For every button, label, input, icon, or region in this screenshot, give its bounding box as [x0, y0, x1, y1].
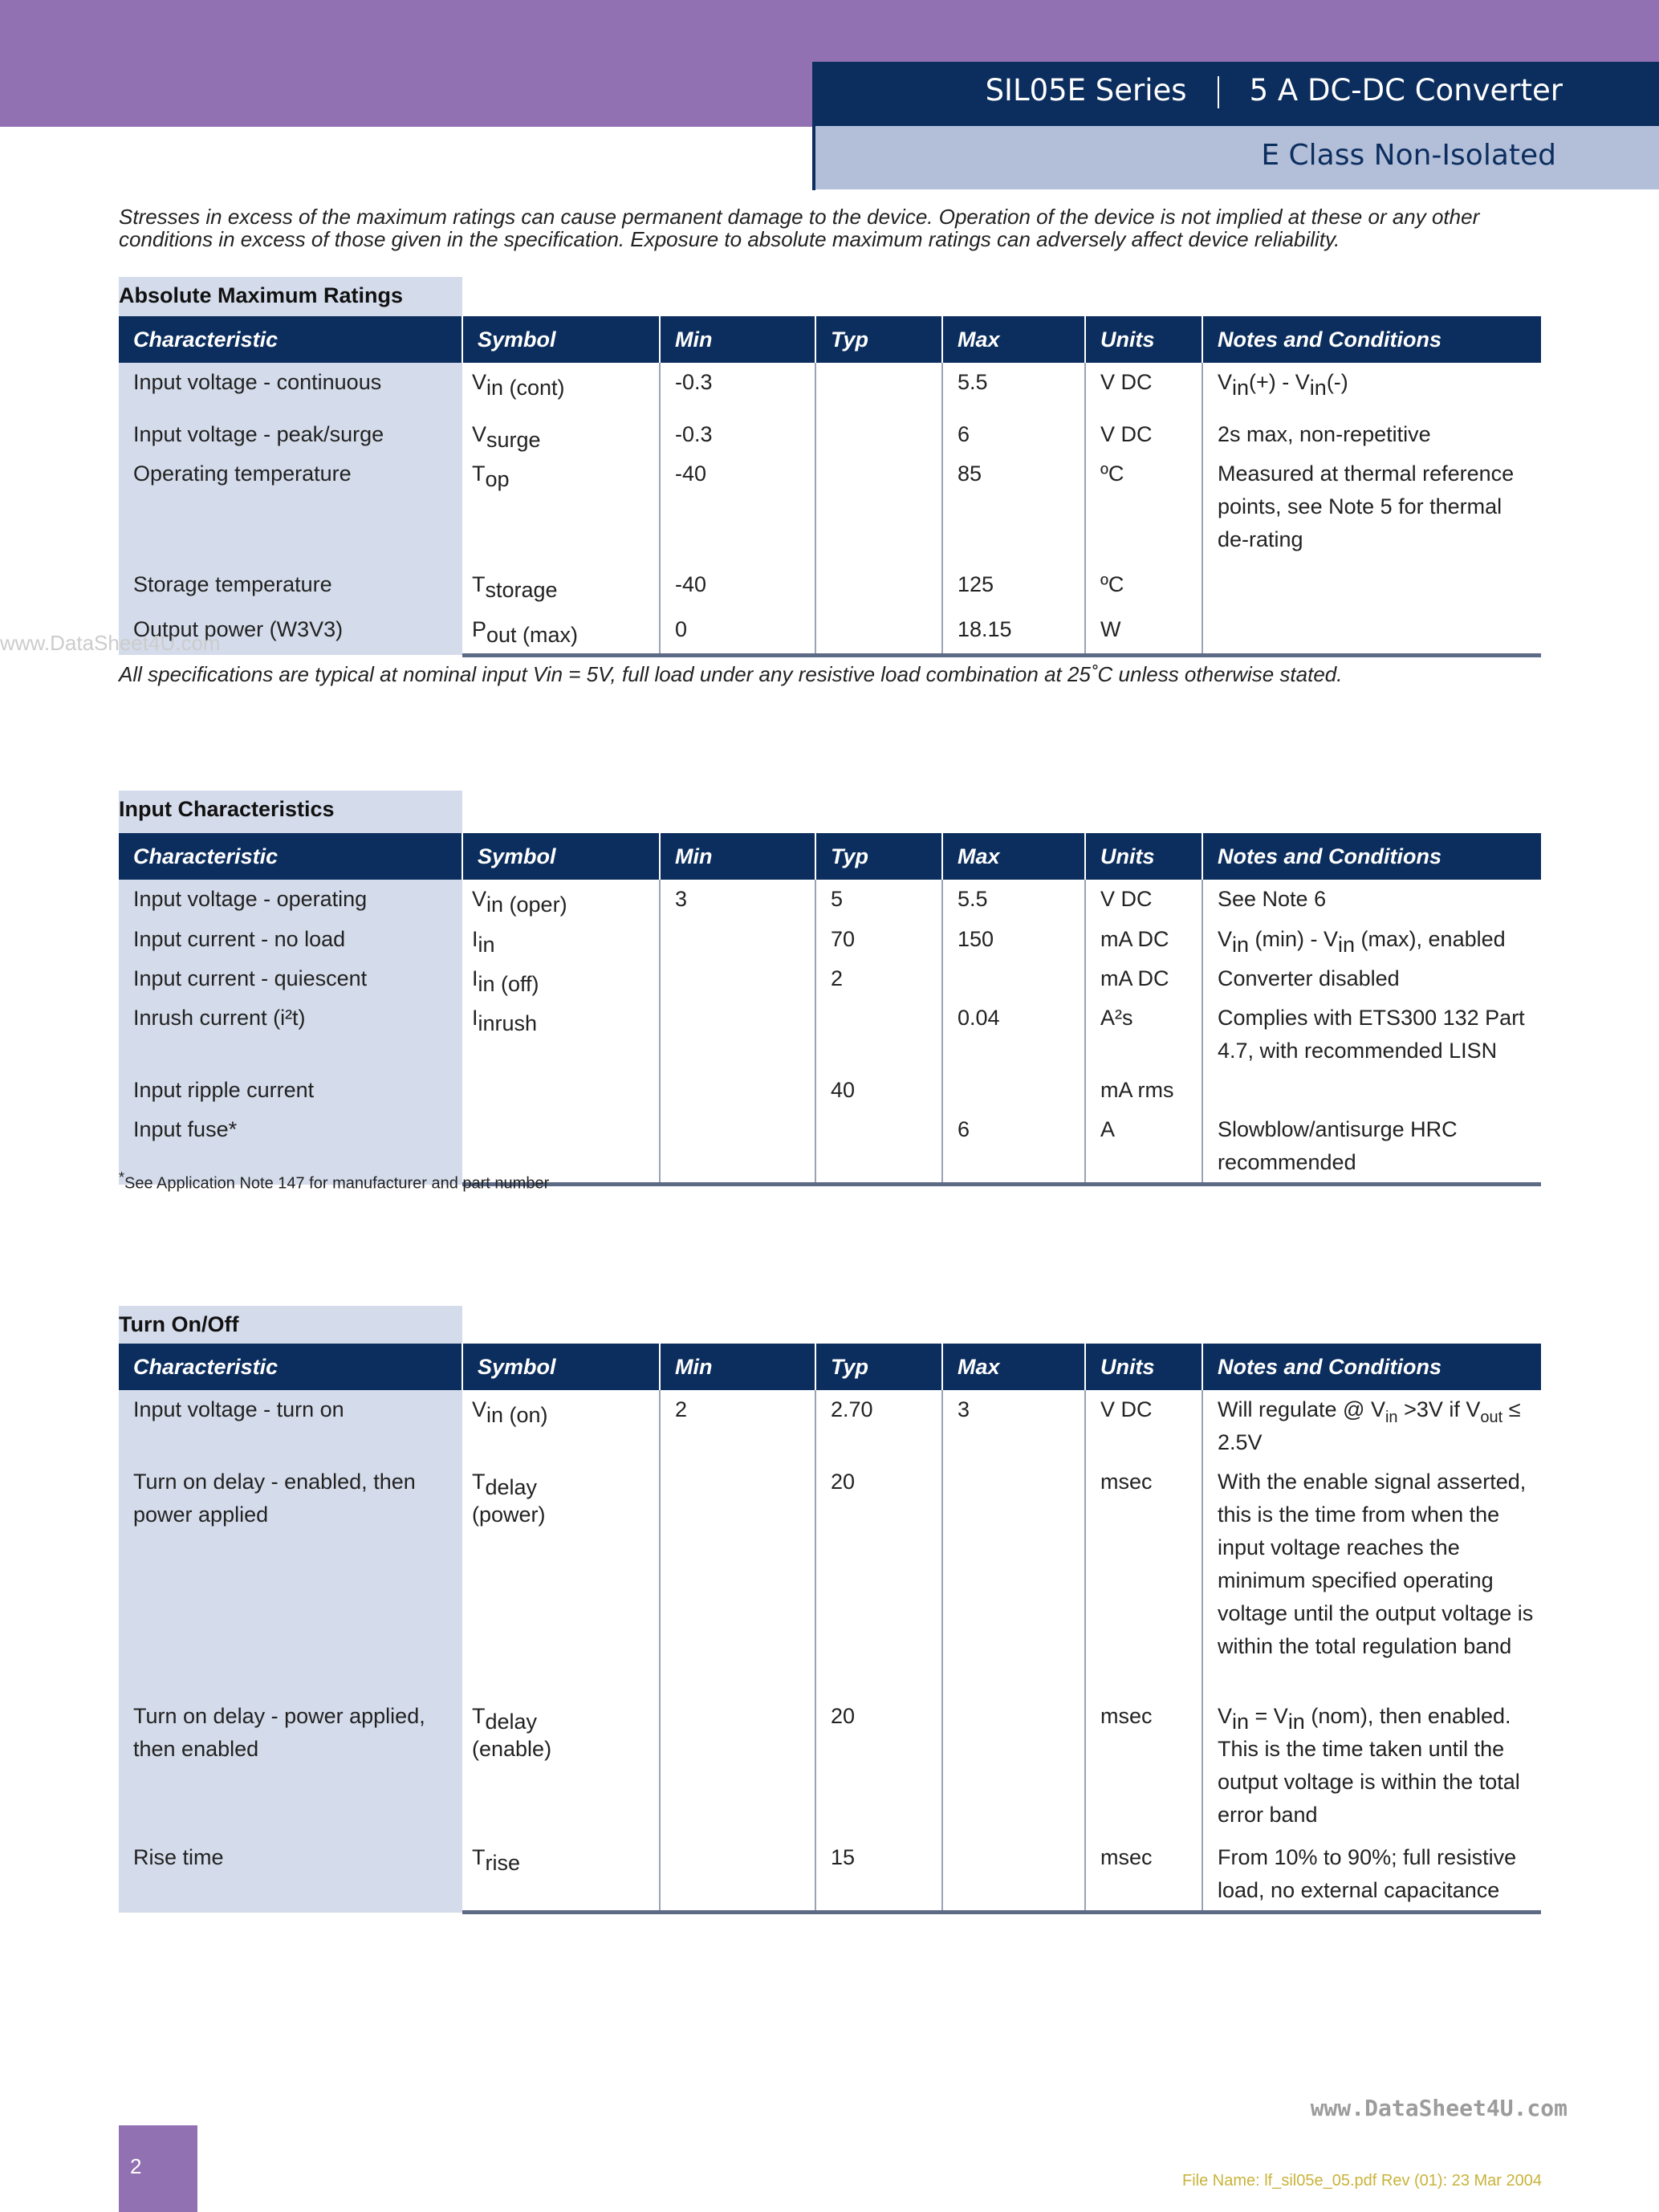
cell-notes: Converter disabled — [1218, 966, 1400, 990]
table-row — [119, 920, 1541, 959]
cell-min — [660, 1697, 815, 1838]
cell-units: ºC — [1085, 565, 1202, 610]
page-number: 2 — [130, 2154, 142, 2178]
cell-typ — [815, 565, 942, 610]
cell-characteristic: Operating temperature — [119, 454, 462, 565]
cell-notes: From 10% to 90%; full resistive load, no external capacitance — [1202, 1838, 1541, 1913]
cell-min — [660, 1110, 815, 1185]
cell-min — [660, 1071, 815, 1110]
col-header: Units — [1085, 316, 1202, 363]
cell-typ — [815, 363, 942, 415]
cell-min: -0.3 — [660, 415, 815, 454]
cell-notes — [1202, 610, 1541, 655]
cell-units: A — [1085, 1110, 1202, 1185]
col-header: Notes and Conditions — [1202, 833, 1541, 880]
cell-symbol: $T_{delay}$ (power) — [462, 1462, 660, 1697]
cell-symbol: $T_{op}$ — [462, 454, 660, 565]
col-header: Units — [1085, 1344, 1202, 1390]
title-box — [812, 62, 1659, 126]
subtitle: E Class Non-Isolated — [1261, 139, 1556, 172]
document-title — [986, 73, 1563, 108]
cell-units: W — [1085, 610, 1202, 655]
table-row — [119, 415, 1541, 454]
cell-max: 125 — [942, 565, 1085, 610]
cell-characteristic: Input voltage - operating — [119, 880, 462, 920]
cell-symbol: $V_{in (oper)}$ — [462, 880, 660, 920]
cell-symbol: $T_{delay}$ (enable) — [462, 1697, 660, 1838]
cell-units: V DC — [1085, 415, 1202, 454]
col-header: Symbol — [462, 316, 660, 363]
cell-min — [660, 1838, 815, 1913]
cell-symbol: $I_{in (off)}$ — [462, 959, 660, 998]
turn-on-off-table — [119, 1344, 1541, 1914]
cell-symbol: $P_{out (max)}$ — [462, 610, 660, 655]
col-header: Typ — [815, 316, 942, 363]
cell-characteristic: Turn on delay - power applied, then enabled — [119, 1697, 462, 1838]
cell-symbol: $V_{in (on)}$ — [462, 1390, 660, 1462]
cell-max — [942, 1838, 1085, 1913]
section-label-abs-max: Absolute Maximum Ratings — [119, 277, 462, 316]
cell-typ: 2 — [815, 959, 942, 998]
cell-units: msec — [1085, 1697, 1202, 1838]
cell-max: 6 — [942, 1110, 1085, 1185]
cell-max: 18.15 — [942, 610, 1085, 655]
cell-max: 5.5 — [942, 880, 1085, 920]
cell-units: mA rms — [1085, 1071, 1202, 1110]
cell-min — [660, 998, 815, 1071]
col-header: Max — [942, 316, 1085, 363]
cell-notes: Complies with ETS300 132 Part 4.7, with recommended LISN — [1218, 1006, 1525, 1063]
cell-min — [660, 959, 815, 998]
cell-max: 150 — [942, 920, 1085, 959]
col-header: Symbol — [462, 833, 660, 880]
col-header: Typ — [815, 1344, 942, 1390]
col-header: Min — [660, 1344, 815, 1390]
cell-max — [942, 959, 1085, 998]
abs-max-table — [119, 316, 1541, 657]
cell-notes: See Note 6 — [1218, 887, 1327, 911]
section-label-input: Input Characteristics — [119, 791, 462, 833]
table-header-row — [119, 316, 1541, 363]
cell-typ: 20 — [815, 1697, 942, 1838]
cell-notes — [1202, 1071, 1541, 1110]
table-row — [119, 454, 1541, 565]
cell-characteristic: Input voltage - peak/surge — [119, 415, 462, 454]
cell-notes — [1202, 565, 1541, 610]
cell-min: -40 — [660, 454, 815, 565]
table-row — [119, 565, 1541, 610]
cell-max — [942, 1071, 1085, 1110]
table-row — [119, 1071, 1541, 1110]
input-table — [119, 833, 1541, 1186]
cell-units: mA DC — [1085, 959, 1202, 998]
cell-notes: 2s max, non-repetitive — [1218, 422, 1431, 446]
cell-typ: 2.70 — [815, 1390, 942, 1462]
cell-units: msec — [1085, 1462, 1202, 1697]
col-header: Max — [942, 833, 1085, 880]
cell-notes: Measured at thermal reference points, see Note 5 for thermal de-rating — [1218, 462, 1515, 551]
cell-max — [942, 1697, 1085, 1838]
watermark-left: www.DataSheet4U.com — [0, 631, 221, 655]
cell-characteristic: Storage temperature — [119, 565, 462, 610]
cell-symbol — [462, 1071, 660, 1110]
page-number-box — [119, 2125, 197, 2212]
col-header: Units — [1085, 833, 1202, 880]
col-header: Notes and Conditions — [1202, 316, 1541, 363]
table-row — [119, 1697, 1541, 1838]
cell-symbol: $I_{in}$ — [462, 920, 660, 959]
table-header-row — [119, 833, 1541, 880]
cell-min: 0 — [660, 610, 815, 655]
cell-max: 85 — [942, 454, 1085, 565]
cell-typ — [815, 610, 942, 655]
table-row — [119, 1462, 1541, 1697]
cell-typ: 15 — [815, 1838, 942, 1913]
cell-typ: 70 — [815, 920, 942, 959]
cell-typ — [815, 998, 942, 1071]
col-header: Min — [660, 316, 815, 363]
cell-typ — [815, 1110, 942, 1185]
cell-units: V DC — [1085, 363, 1202, 415]
table-row — [119, 998, 1541, 1071]
cell-min: 3 — [660, 880, 815, 920]
cell-min: -0.3 — [660, 363, 815, 415]
cell-max — [942, 1462, 1085, 1697]
cell-notes: Slowblow/antisurge HRC recommended — [1202, 1110, 1541, 1185]
product-name: 5 A DC-DC Converter — [1249, 73, 1563, 108]
watermark-link[interactable]: www.DataSheet4U.com — [1310, 2095, 1568, 2121]
cell-symbol: $V_{surge}$ — [462, 415, 660, 454]
cell-typ — [815, 454, 942, 565]
cell-characteristic: Input current - no load — [119, 920, 462, 959]
cell-characteristic: Input voltage - continuous — [119, 363, 462, 415]
cell-symbol: $T_{storage}$ — [462, 565, 660, 610]
table-row — [119, 363, 1541, 415]
cell-units: ºC — [1085, 454, 1202, 565]
cell-typ: 20 — [815, 1462, 942, 1697]
cell-characteristic: Turn on delay - enabled, then power applied — [119, 1462, 462, 1697]
cell-typ: 40 — [815, 1071, 942, 1110]
cell-characteristic: Input fuse* — [119, 1110, 462, 1185]
file-name: File Name: lf_sil05e_05.pdf Rev (01): 23 Mar 2004 — [1181, 2172, 1542, 2190]
table-row — [119, 880, 1541, 920]
cell-max: 5.5 — [942, 363, 1085, 415]
cell-notes: Will regulate @ $V_{in} >3V$ if $V_{out} \le 2.5V$ — [1218, 1397, 1521, 1454]
cell-symbol: $T_{rise}$ — [462, 1838, 660, 1913]
cell-characteristic: Inrush current (i²t) — [119, 998, 462, 1071]
cell-units: A²s — [1085, 998, 1202, 1071]
col-header: Typ — [815, 833, 942, 880]
series-name: SIL05E Series — [985, 73, 1187, 108]
cell-units: V DC — [1085, 1390, 1202, 1462]
cell-notes: With the enable signal asserted, this is the time from when the input voltage reaches the minimum specified operating voltage until the output voltage is within the total regulation band — [1218, 1470, 1534, 1658]
cell-typ — [815, 415, 942, 454]
cell-notes: $V_{in}$ $(\min) - V_{in}$ (max), enabled — [1218, 927, 1506, 957]
cell-units: msec — [1085, 1838, 1202, 1913]
table-row — [119, 610, 1541, 655]
table-row — [119, 959, 1541, 998]
cell-max: 6 — [942, 415, 1085, 454]
col-header: Characteristic — [119, 1344, 462, 1390]
cell-symbol: $I_{inrush}$ — [462, 998, 660, 1071]
cell-characteristic: Input current - quiescent — [119, 959, 462, 998]
cell-min: 2 — [660, 1390, 815, 1462]
section-label-turn-on-off: Turn On/Off — [119, 1306, 462, 1344]
col-header: Characteristic — [119, 316, 462, 363]
col-header: Notes and Conditions — [1202, 1344, 1541, 1390]
col-header: Characteristic — [119, 833, 462, 880]
col-header: Symbol — [462, 1344, 660, 1390]
cell-min — [660, 920, 815, 959]
cell-symbol: $V_{in (cont)}$ — [462, 363, 660, 415]
table-header-row — [119, 1344, 1541, 1390]
cell-typ: 5 — [815, 880, 942, 920]
cell-min — [660, 1462, 815, 1697]
col-header: Min — [660, 833, 815, 880]
cell-max: 3 — [942, 1390, 1085, 1462]
title-rule — [812, 62, 815, 190]
cell-characteristic: Rise time — [119, 1838, 462, 1913]
cell-notes: $V_{in}(+) - V_{in}(-)$ — [1218, 370, 1348, 400]
cell-characteristic: Input voltage - turn on — [119, 1390, 462, 1462]
title-separator — [1218, 76, 1219, 108]
table-row — [119, 1390, 1541, 1462]
table-row — [119, 1838, 1541, 1913]
cell-units: mA DC — [1085, 920, 1202, 959]
input-footnote: *See Application Note 147 for manufacturer and part number — [119, 1169, 550, 1193]
cell-min: -40 — [660, 565, 815, 610]
cell-units: V DC — [1085, 880, 1202, 920]
spec-note: All specifications are typical at nominal input Vin = 5V, full load under any resistive load combination at 25˚C unless otherwise stated. — [119, 662, 1343, 686]
cell-characteristic: Input ripple current — [119, 1071, 462, 1110]
cell-characteristic: Output power (W3V3) — [119, 610, 462, 655]
subtitle-box — [812, 126, 1659, 189]
cell-max: 0.04 — [942, 998, 1085, 1071]
intro-text: Stresses in excess of the maximum ratings can cause permanent damage to the device. Operation of the device is not implied at these or any other conditions in excess of those given in the specification. Exposure to absolute maximum ratings can adversely affect device reliability. — [119, 205, 1480, 251]
cell-notes: $V_{in} = V_{in}$ (nom), then enabled. This is the time taken until the output voltage is within the total error band — [1218, 1704, 1520, 1827]
col-header: Max — [942, 1344, 1085, 1390]
